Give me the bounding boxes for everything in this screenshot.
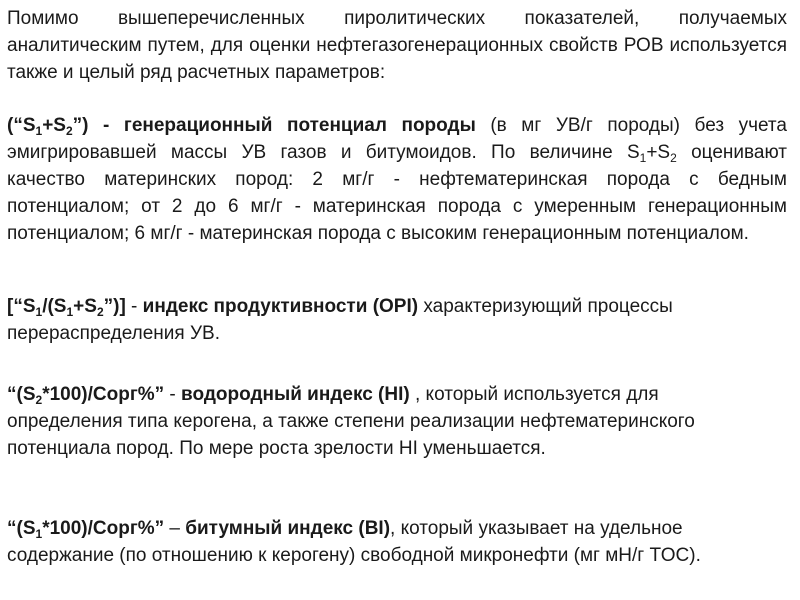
intro-text: Помимо вышеперечисленных пиролитических показателей, получаемых аналитическим путем, для оценки нефтегазогенерационных свойств РОВ используется также и целый ряд расчетных параметров: bbox=[7, 8, 787, 83]
generation-potential-paragraph bbox=[7, 112, 787, 247]
formula-subscript: 2 bbox=[96, 305, 104, 319]
hydrogen-index-text: , который используется для определения типа керогена, а также степени реализации нефтематеринского потенциала пород. По мере роста зрелости HI уменьшается. bbox=[7, 384, 695, 459]
formula-subscript: 1 bbox=[35, 305, 43, 319]
formula-part: ”)] bbox=[103, 296, 126, 317]
bitumen-index-text: , который указывает на удельное содержание (по отношению к керогену) свободной микронефти (мг мН/г TOC). bbox=[7, 518, 701, 566]
formula-part: /(S bbox=[42, 296, 67, 317]
formula-part: [“S bbox=[7, 296, 36, 317]
productivity-index-paragraph bbox=[7, 293, 787, 347]
formula-subscript: 1 bbox=[35, 124, 43, 138]
formula-part: *100)/Сорг%” bbox=[42, 518, 165, 539]
formula-subscript: 1 bbox=[35, 527, 43, 541]
text-subscript: 1 bbox=[639, 151, 647, 165]
dash: – bbox=[164, 518, 186, 539]
text-subscript: 2 bbox=[670, 151, 677, 165]
formula-part: “(S bbox=[7, 384, 36, 405]
formula-subscript: 2 bbox=[65, 124, 73, 138]
formula-part: ”) - генерационный потенциал породы bbox=[72, 115, 476, 136]
formula-part: +S bbox=[42, 115, 66, 136]
intro-paragraph bbox=[7, 5, 787, 86]
bitumen-index-term: битумный индекс (BI) bbox=[185, 518, 391, 539]
dash: - bbox=[164, 384, 182, 405]
productivity-index-text: характеризующий процессы перераспределения УВ. bbox=[7, 296, 673, 344]
bitumen-index-formula bbox=[7, 518, 164, 539]
formula-part: (“S bbox=[7, 115, 36, 136]
hydrogen-index-term: водородный индекс (HI) bbox=[181, 384, 410, 405]
formula-subscript: 1 bbox=[66, 305, 74, 319]
generation-potential-text: оценивают качество материнских пород: 2 мг/г - нефтематеринская порода с бедным потенциалом; от 2 до 6 мг/г - материнская порода с умеренным генерационным потенциалом; 6 мг/г - материнская порода с высоким генерационным потенциалом. bbox=[7, 142, 787, 244]
hydrogen-index-formula bbox=[7, 384, 164, 405]
formula-part: +S bbox=[73, 296, 97, 317]
formula-part: *100)/Сорг%” bbox=[42, 384, 165, 405]
generation-potential-text: +S bbox=[646, 142, 671, 163]
bitumen-index-paragraph bbox=[7, 515, 775, 569]
hydrogen-index-paragraph bbox=[7, 381, 775, 462]
productivity-index-term: индекс продуктивности (OPI) bbox=[142, 296, 419, 317]
generation-potential-text: (в мг УВ/г породы) без учета эмигрировавшей массы УВ газов и битумоидов. По величине S bbox=[7, 115, 787, 163]
dash: - bbox=[125, 296, 143, 317]
formula-part: “(S bbox=[7, 518, 36, 539]
generation-potential-formula bbox=[7, 115, 476, 136]
formula-subscript: 2 bbox=[35, 393, 43, 407]
productivity-index-formula bbox=[7, 296, 126, 317]
